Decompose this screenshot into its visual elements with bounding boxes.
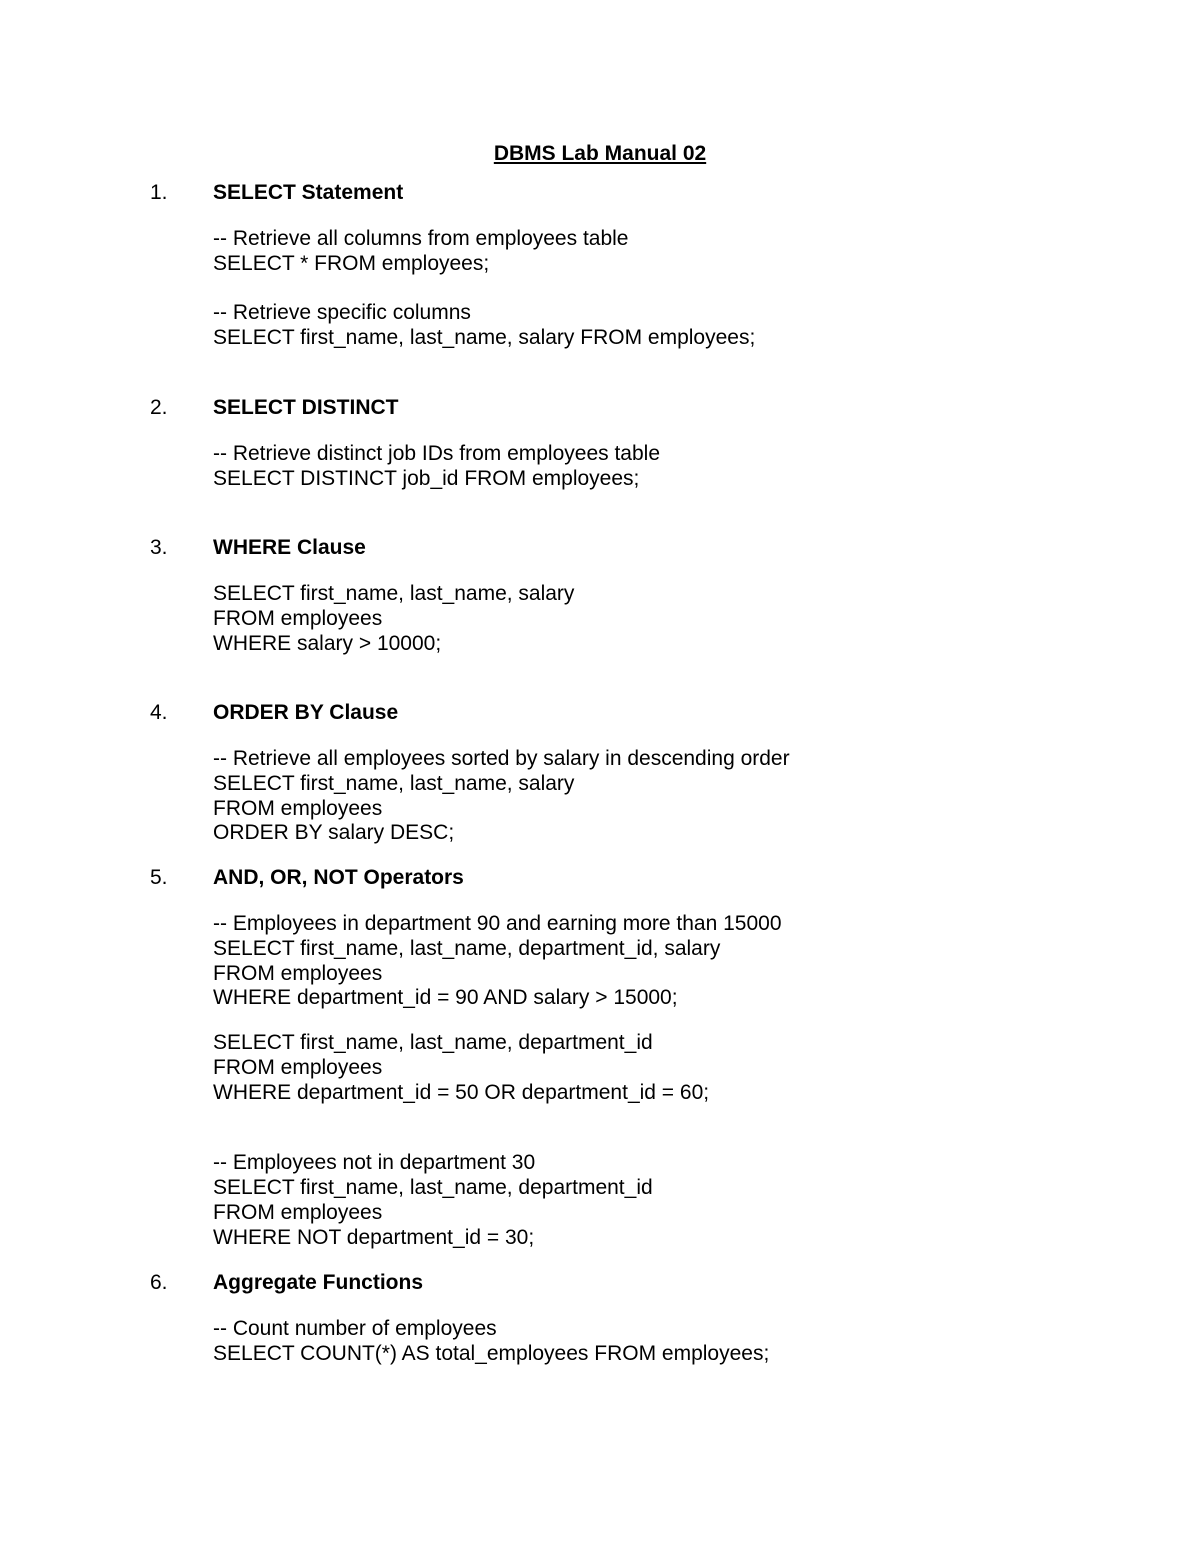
section-number: 1.: [150, 181, 168, 204]
section-number: 2.: [150, 396, 168, 419]
section-number: 5.: [150, 866, 168, 889]
page-title: DBMS Lab Manual 02: [493, 142, 707, 165]
section-heading: SELECT Statement: [213, 181, 404, 204]
sql-line: SELECT first_name, last_name, department_id, salary: [213, 937, 721, 960]
sql-line: FROM employees: [213, 1056, 383, 1079]
sql-line: SELECT first_name, last_name, salary: [213, 582, 575, 605]
sql-line: WHERE NOT department_id = 30;: [213, 1226, 535, 1249]
sql-line: ORDER BY salary DESC;: [213, 821, 455, 844]
section-heading: Aggregate Functions: [213, 1271, 424, 1294]
sql-line: SELECT DISTINCT job_id FROM employees;: [213, 467, 640, 490]
section-number: 3.: [150, 536, 168, 559]
sql-line: SELECT first_name, last_name, salary FROM employees;: [213, 326, 756, 349]
sql-comment: -- Retrieve all columns from employees table: [213, 227, 629, 250]
sql-comment: -- Retrieve specific columns: [213, 301, 471, 324]
sql-comment: -- Count number of employees: [213, 1317, 497, 1340]
sql-comment: -- Employees in department 90 and earning more than 15000: [213, 912, 782, 935]
sql-line: SELECT first_name, last_name, department_id: [213, 1176, 653, 1199]
section-number: 4.: [150, 701, 168, 724]
sql-line: WHERE department_id = 90 AND salary > 15000;: [213, 986, 678, 1009]
sql-line: FROM employees: [213, 797, 383, 820]
section-number: 6.: [150, 1271, 168, 1294]
section-heading: WHERE Clause: [213, 536, 366, 559]
sql-line: WHERE salary > 10000;: [213, 632, 442, 655]
sql-comment: -- Retrieve distinct job IDs from employees table: [213, 442, 660, 465]
sql-comment: -- Employees not in department 30: [213, 1151, 536, 1174]
sql-line: SELECT COUNT(*) AS total_employees FROM employees;: [213, 1342, 770, 1365]
section-heading: ORDER BY Clause: [213, 701, 399, 724]
sql-line: FROM employees: [213, 1201, 383, 1224]
section-heading: SELECT DISTINCT: [213, 396, 399, 419]
sql-line: WHERE department_id = 50 OR department_id = 60;: [213, 1081, 710, 1104]
sql-line: FROM employees: [213, 962, 383, 985]
sql-line: SELECT first_name, last_name, salary: [213, 772, 575, 795]
sql-line: FROM employees: [213, 607, 383, 630]
sql-comment: -- Retrieve all employees sorted by salary in descending order: [213, 747, 790, 770]
section-heading: AND, OR, NOT Operators: [213, 866, 464, 889]
sql-line: SELECT * FROM employees;: [213, 252, 490, 275]
sql-line: SELECT first_name, last_name, department_id: [213, 1031, 653, 1054]
